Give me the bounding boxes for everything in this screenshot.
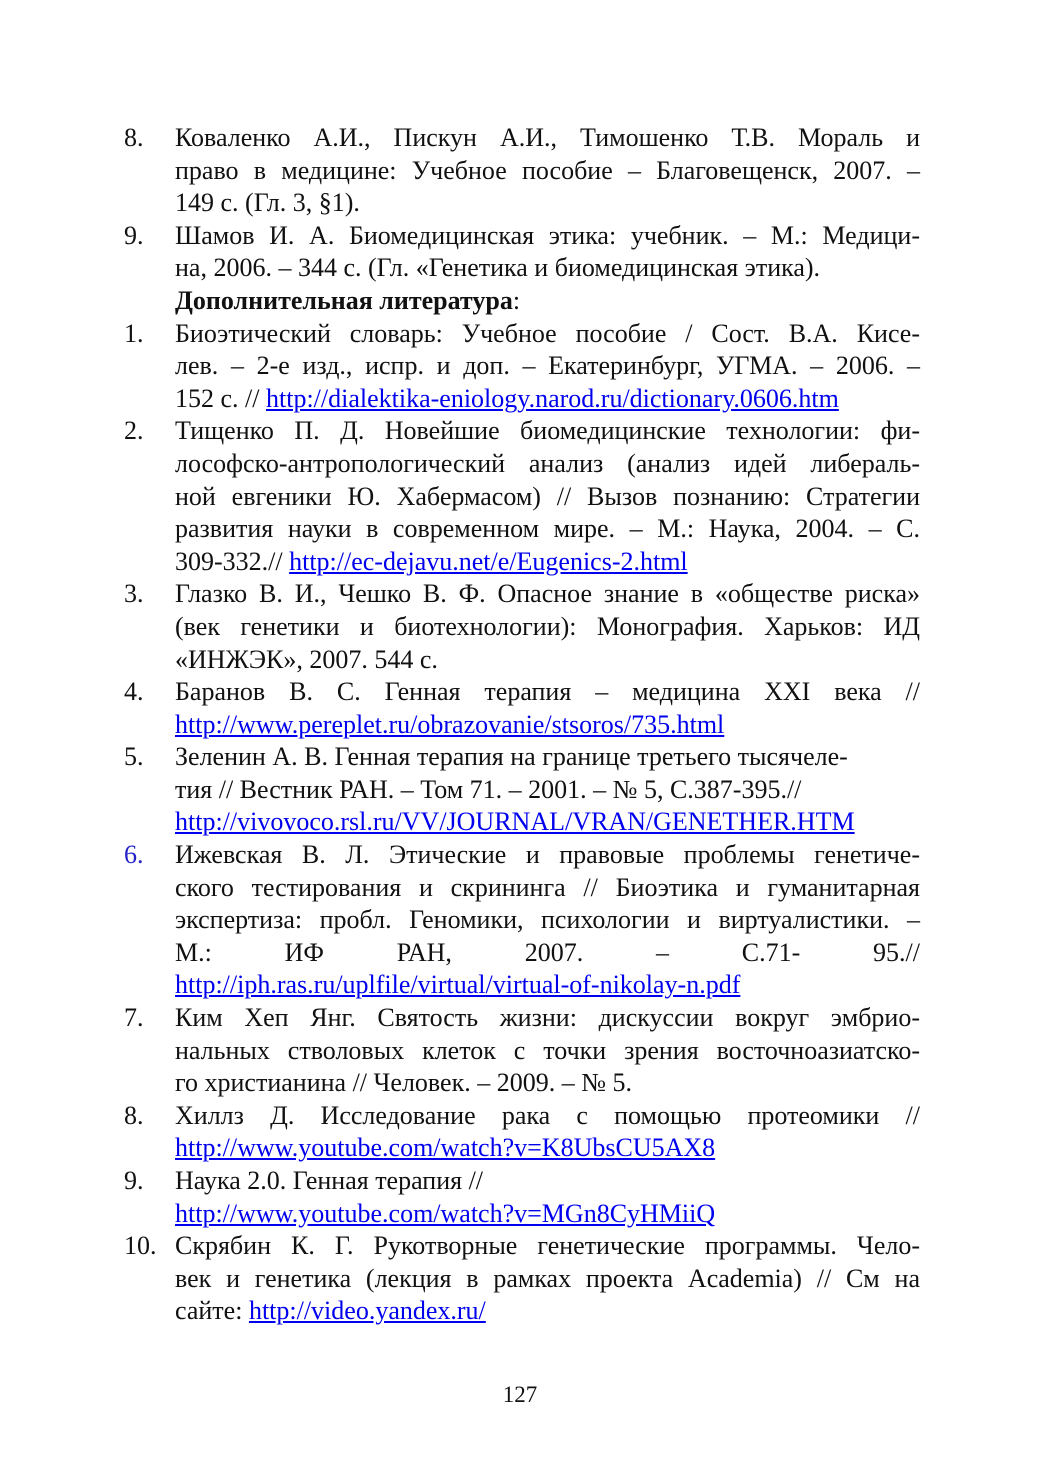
reference-link[interactable]: http://ec-dejavu.net/e/Eugenics-2.html <box>289 546 688 576</box>
item-text: Ижевская В. Л. Этические и правовые проблемы генетиче- ского тестирования и скрининга // Биоэтика и гуманитарная экспертиза: пробл. Геномики, психологии и виртуалистики. – М.: ИФ РАН, 2007. – С.71- 95.// http://iph.ras.ru/uplfile/virtual/virtual-of-nikolay-n.pdf <box>175 840 920 1000</box>
list-item <box>124 318 920 416</box>
list-item <box>124 741 920 839</box>
list-item <box>124 676 920 741</box>
item-text: Шамов И. А. Биомедицинская этика: учебник. – М.: Медици- на, 2006. – 344 с. (Гл. «Генетика и биомедицинская этика). <box>175 220 920 283</box>
item-text: Наука 2.0. Генная терапия // http://www.youtube.com/watch?v=MGn8CyHMiiQ <box>175 1166 716 1228</box>
section-heading: Дополнительная литература: <box>175 285 521 315</box>
list-item <box>124 578 920 676</box>
item-text: Скрябин К. Г. Рукотворные генетические программы. Чело- век и генетика (лекция в рамках проекта Academia) // См на сайте: http://video.yandex.ru/ <box>175 1231 920 1326</box>
reference-link[interactable]: http://dialektika-eniology.narod.ru/dictionary.0606.htm <box>266 383 839 413</box>
list-item <box>124 220 920 285</box>
item-number: 4. <box>124 677 144 707</box>
reference-link[interactable]: http://iph.ras.ru/uplfile/virtual/virtual-of-nikolay-n.pdf <box>175 970 741 1000</box>
item-text: Биоэтический словарь: Учебное пособие / Сост. В.А. Кисе- лев. – 2-е изд., испр. и доп. – Екатеринбург, УГМА. – 2006. – 152 с. // http://dialektika-eniology.narod.ru/dictionary.0606.htm <box>175 318 920 413</box>
item-text: Баранов В. С. Генная терапия – медицина XXI века // http://www.pereplet.ru/obrazovanie/stsoros/735.html <box>175 677 920 739</box>
reference-link[interactable]: http://vivovoco.rsl.ru/VV/JOURNAL/VRAN/GENETHER.HTM <box>175 807 855 837</box>
reference-link[interactable]: http://www.pereplet.ru/obrazovanie/stsoros/735.html <box>175 709 725 739</box>
item-number: 5. <box>124 742 144 772</box>
reference-link[interactable]: http://video.yandex.ru/ <box>248 1296 486 1326</box>
section-heading-label: Дополнительная литература <box>175 285 513 315</box>
page-number: 127 <box>502 1382 538 1407</box>
list-item <box>124 1100 920 1165</box>
reference-link[interactable]: http://www.youtube.com/watch?v=MGn8CyHMiiQ <box>175 1198 716 1228</box>
list-item <box>124 122 920 220</box>
reference-link[interactable]: http://www.youtube.com/watch?v=K8UbsCU5AX8 <box>175 1133 716 1163</box>
item-text: Глазко В. И., Чешко В. Ф. Опасное знание в «обществе риска» (век генетики и биотехнологии): Монография. Харьков: ИД «ИНЖЭК», 2007. 544 с. <box>175 579 920 674</box>
item-text: Хиллз Д. Исследование рака с помощью протеомики // http://www.youtube.com/watch?v=K8UbsCU5AX8 <box>175 1100 920 1163</box>
item-number: 9. <box>124 220 144 250</box>
item-number: 8. <box>124 1100 144 1130</box>
list-item <box>124 1002 920 1100</box>
list-item <box>124 1230 920 1328</box>
document-page <box>124 122 920 1328</box>
item-number: 7. <box>124 1003 144 1033</box>
item-number: 9. <box>124 1166 144 1195</box>
item-number: 2. <box>124 416 144 446</box>
item-number: 3. <box>124 579 144 609</box>
item-text: Зеленин А. В. Генная терапия на границе третьего тысячеле- тия // Вестник РАН. – Том 71. – 2001. – № 5, С.387-395.// http://vivovoco.rsl.ru/VV/JOURNAL/VRAN/GENETHER.HTM <box>175 742 855 837</box>
item-text: Тищенко П. Д. Новейшие биомедицинские технологии: фи- лософско-антропологический анализ (анализ идей либераль- ной евгеники Ю. Хабермасом) // Вызов познанию: Стратегии развития науки в современном мире. – М.: Наука, 2004. – С. 309-332.// http://ec-dejavu.net/e/Eugenics-2.html <box>175 416 920 576</box>
item-number: 8. <box>124 123 144 152</box>
item-number: 1. <box>124 318 144 348</box>
list-item <box>124 1165 920 1230</box>
list-item <box>124 839 920 1002</box>
item-text: Ким Хеп Янг. Святость жизни: дискуссии вокруг эмбрио- нальных стволовых клеток с точки зрения восточноазиатско- го христианина // Человек. – 2009. – № 5. <box>175 1003 920 1098</box>
list-item <box>124 415 920 578</box>
item-number: 10. <box>124 1231 157 1261</box>
item-text: Коваленко А.И., Пискун А.И., Тимошенко Т.В. Мораль и право в медицине: Учебное пособие – Благовещенск, 2007. – 149 с. (Гл. 3, §1). <box>175 123 920 218</box>
item-number: 6. <box>124 840 144 870</box>
